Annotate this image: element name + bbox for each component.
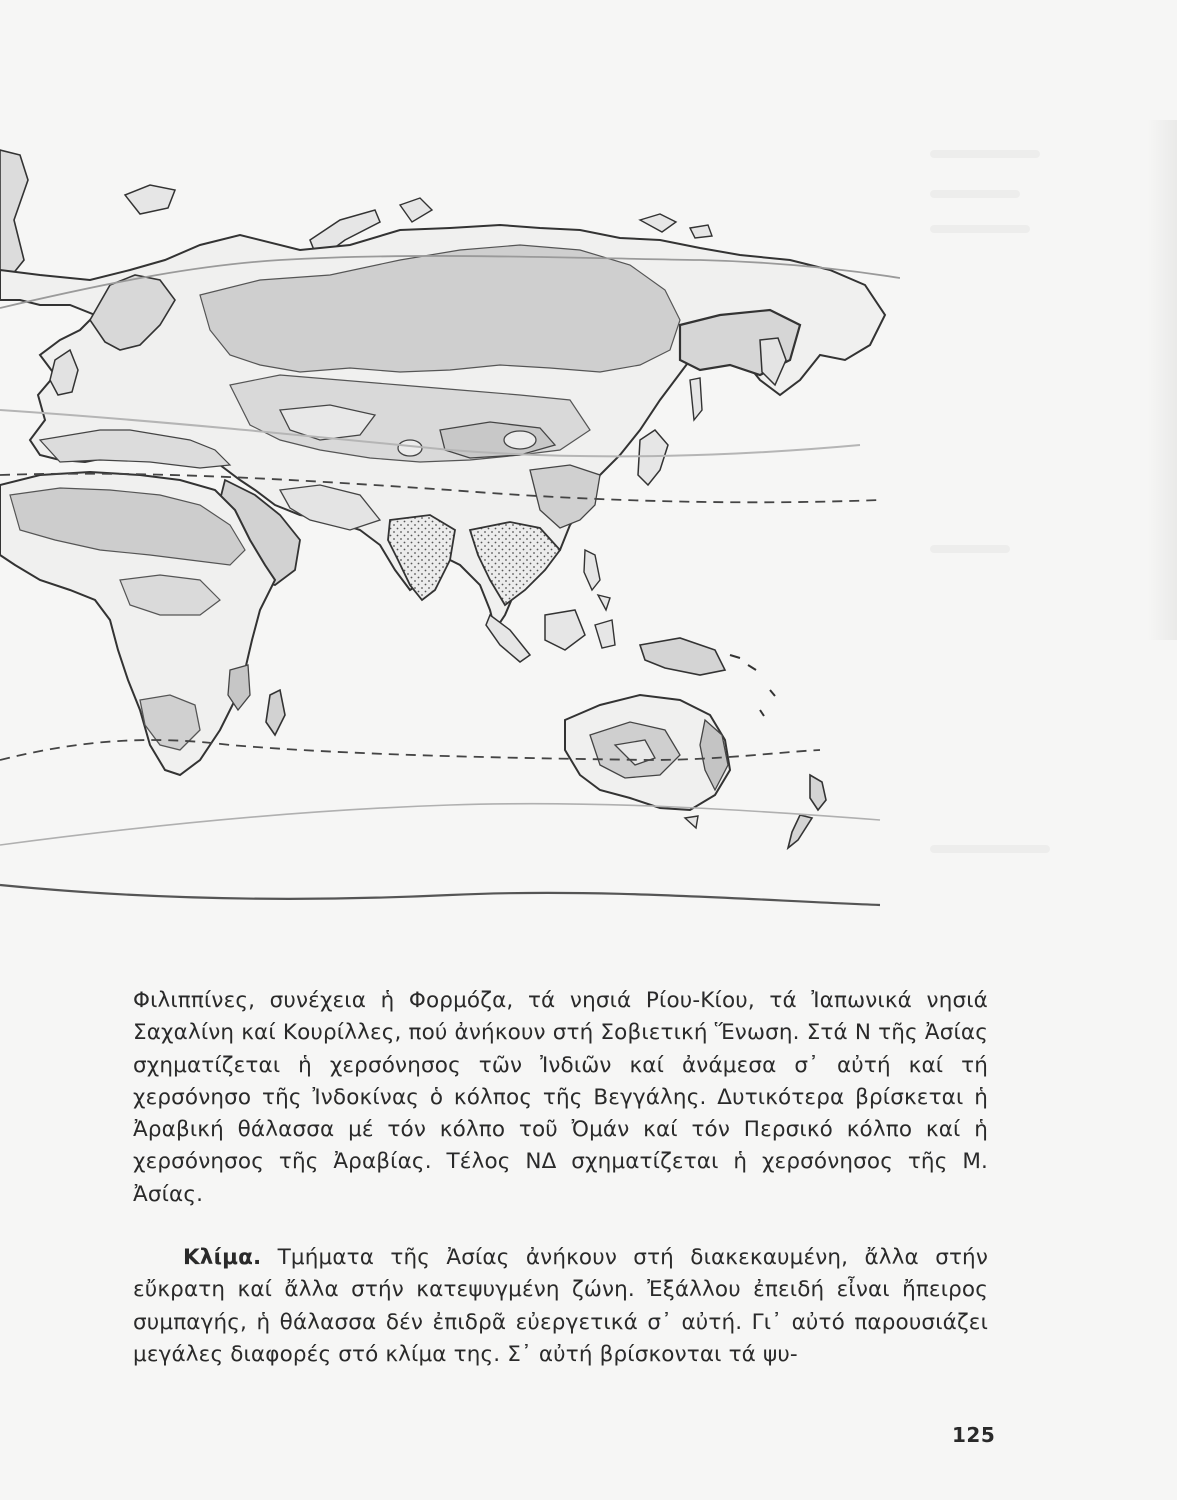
bleed-through-mark <box>930 845 1050 853</box>
tasmania <box>685 816 698 828</box>
severnaya-zemlya-island <box>400 198 432 222</box>
sumatra <box>486 615 530 662</box>
india-peninsula <box>388 515 455 600</box>
paragraph-climate-text: Τμήματα τῆς Ἀσίας ἀνήκουν στή διακεκαυμένη, ἄλλα στήν εὔκρατη καί ἄλλα στήν κατεψυγμένη ζώνη. Ἐξάλλου ἐπειδή εἶναι ἤπειρος συμπαγής, ἡ θάλασσα δέν ἐπιδρᾶ εὐεργετικά σ᾽ αὐτή. Γι᾽ αὐτό παρουσιάζει μεγάλες διαφορές στό κλίμα της. Σ᾽ αὐτή βρίσκονται τά ψυ- <box>133 1245 988 1367</box>
body-text <box>133 985 988 1371</box>
desert-basin <box>398 440 422 456</box>
bleed-through-mark <box>930 225 1030 233</box>
page-edge-shadow <box>1147 120 1177 640</box>
madagascar <box>266 690 285 735</box>
antarctic-circle-line <box>0 885 880 905</box>
paragraph-asia-geography: Φιλιππίνες, συνέχεια ἡ Φορμόζα, τά νησιά Ρίου-Κίου, τά Ἰαπωνικά νησιά Σαχαλίνη καί Κουρίλλες, πού ἀνήκουν στή Σοβιετική Ἕνωση. Στά Ν τῆς Ἀσίας σχηματίζεται ἡ χερσόνησος τῶν Ἰνδιῶν καί ἀνάμεσα σ᾽ αὐτή καί τή χερσόνησο τῆς Ἰνδοκίνας ὁ κόλπος τῆς Βεγγάλης. Δυτικότερα βρίσκεται ἡ Ἀραβική θάλασσα μέ τόν κόλπο τοῦ Ὀμάν καί τόν Περσικό κόλπο καί ἡ χερσόνησος τῆς Ἀραβίας. Τέλος ΝΔ σχηματίζεται ἡ χερσόνησος τῆς Μ. Ἀσίας. <box>133 988 988 1207</box>
climate-map-figure <box>0 110 900 910</box>
philippines <box>584 550 610 610</box>
sulawesi <box>595 620 615 648</box>
southern-thin-line <box>0 804 880 845</box>
paragraph-climate <box>133 1242 988 1371</box>
sakhalin-island <box>690 378 702 420</box>
pacific-islets <box>730 655 775 716</box>
arctic-island <box>0 150 28 280</box>
new-siberian-islands <box>640 214 712 238</box>
bleed-through-mark <box>930 150 1040 158</box>
world-map-svg <box>0 110 900 910</box>
page-number: 125 <box>952 1423 996 1447</box>
desert-basin <box>504 431 536 449</box>
bleed-through-mark <box>930 190 1020 198</box>
bleed-through-mark <box>930 545 1010 553</box>
japan-islands <box>638 430 668 485</box>
new-zealand <box>788 775 826 848</box>
svalbard-island <box>125 185 175 214</box>
borneo <box>545 610 585 650</box>
new-guinea <box>640 638 725 675</box>
section-heading-climate: Κλίμα. <box>183 1245 262 1271</box>
